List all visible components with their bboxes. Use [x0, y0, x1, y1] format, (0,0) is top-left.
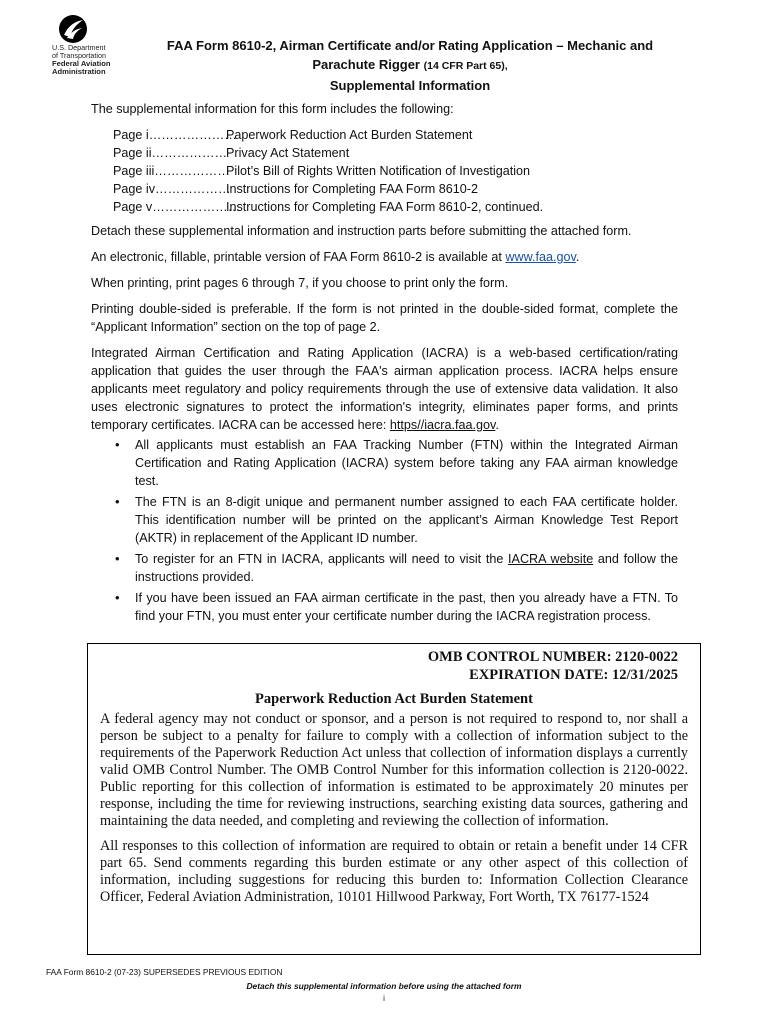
double-sided-text: Printing double-sided is preferable. If the form is not printed in the double-sided format, complete the “Applicant Information” section on the top of page 2. — [91, 302, 678, 334]
iacra-post: . — [495, 418, 499, 432]
electronic-pre: An electronic, fillable, printable version of FAA Form 8610-2 is available at — [91, 250, 506, 264]
page-row — [113, 126, 678, 144]
bullet-3-pre: To register for an FTN in IACRA, applicants will need to visit the — [135, 552, 509, 566]
list-item: • All applicants must establish an FAA Tracking Number (FTN) within the Integrated Airman Certification and Rating Application (IACRA) system before taking any FAA airman knowledge test. — [135, 436, 678, 490]
omb-paragraph-2: All responses to this collection of information are required to obtain or retain a benefit under 14 CFR part 65. Send comments regarding this burden estimate or any other aspect of this collection of information, including suggestions for reducing this burden to: Information Collection Clearance Officer, Federal Aviation Administration, 10101 Hillwood Parkway, Fort Worth, TX 76177-1524 — [100, 838, 688, 905]
electronic-version-text — [91, 248, 678, 266]
page-number: i — [383, 994, 385, 1003]
list-item: • If you have been issued an FAA airman certificate in the past, then you already have a FTN. To find your FTN, you must enter your certificate number during the IACRA registration process. — [135, 589, 678, 625]
main-content — [91, 100, 678, 628]
page-title — [150, 36, 670, 95]
page-label: Page iii……………… — [113, 164, 230, 178]
omb-expiration-date: EXPIRATION DATE: 12/31/2025 — [469, 667, 678, 683]
form-identifier: FAA Form 8610-2 (07-23) SUPERSEDES PREVIOUS EDITION — [46, 967, 283, 977]
title-line-1: FAA Form 8610-2, Airman Certificate and/or Rating Application – Mechanic and — [166, 38, 654, 53]
page-desc: Instructions for Completing FAA Form 8610-2 — [226, 182, 478, 196]
omb-paragraph-1: A federal agency may not conduct or sponsor, and a person is not required to respond to, nor shall a person be subject to a penalty for failure to comply with a collection of information subject to the requirements of the Paperwork Reduction Act unless that collection of information displays a currently valid OMB Control Number. The OMB Control Number for this information collection is 2120-0022. Public reporting for this collection of information is estimated to be approximately 20 minutes per response, including the time for reviewing instructions, searching existing data sources, gathering and maintaining the data needed, and completing and reviewing the collection of information. — [100, 711, 688, 829]
agency-line-3: Federal Aviation — [52, 59, 111, 68]
title-line-2-main: Parachute Rigger — [312, 57, 420, 72]
page-row — [113, 180, 678, 198]
page-label: Page ii……………… — [113, 146, 228, 160]
page-desc: Paperwork Reduction Act Burden Statement — [226, 128, 473, 142]
page-label: Page iv……………… — [113, 182, 231, 196]
electronic-post: . — [575, 250, 580, 264]
page-desc: Privacy Act Statement — [226, 146, 350, 160]
agency-line-2: of Transportation — [52, 51, 106, 60]
ftn-bullet-list — [91, 436, 678, 625]
title-line-3: Supplemental Information — [329, 78, 491, 93]
detach-note: Detach this supplemental information before using the attached form — [246, 981, 522, 991]
omb-heading: Paperwork Reduction Act Burden Statement — [255, 691, 533, 707]
bullet-3-post: and follow the instructions provided. — [135, 552, 678, 584]
page-list — [113, 126, 678, 216]
intro-text: The supplemental information for this form includes the following: — [91, 102, 454, 116]
agency-line-1: U.S. Department — [52, 43, 106, 52]
title-line-2-cfr: (14 CFR Part 65), — [423, 60, 508, 72]
page-row — [113, 198, 678, 216]
page-desc: Instructions for Completing FAA Form 8610-2, continued. — [226, 200, 544, 214]
page-label: Page v………………… — [113, 200, 241, 214]
page-row — [113, 144, 678, 162]
dot-logo — [52, 14, 142, 76]
iacra-description: Integrated Airman Certification and Rating Application (IACRA) is a web-based certification/rating application that guides the user through the FAA's airman application process. IACRA helps ensure applicants meet regulatory and policy requirements through the use of extensive data validation. It also uses electronic signatures to protect the information's integrity, eliminates paper forms, and prints temporary certificates. IACRA can be accessed here: — [91, 346, 678, 432]
page-row — [113, 162, 678, 180]
iacra-link[interactable]: https//iacra.faa.gov — [389, 418, 496, 432]
page-label: Page i………………… — [113, 128, 237, 142]
agency-line-4: Administration — [52, 67, 106, 76]
omb-statement-box — [87, 643, 701, 955]
page-desc: Pilot’s Bill of Rights Written Notification of Investigation — [226, 164, 531, 178]
iacra-website-link[interactable]: IACRA website — [508, 552, 594, 566]
title-line-2 — [150, 55, 670, 76]
dot-emblem-icon — [58, 14, 88, 44]
list-item — [135, 550, 678, 586]
omb-control-number: OMB CONTROL NUMBER: 2120-0022 — [427, 649, 678, 665]
list-item: • The FTN is an 8-digit unique and permanent number assigned to each FAA certificate holder. This identification number will be printed on the applicant’s Airman Knowledge Test Report (AKTR) in replacement of the Applicant ID number. — [135, 493, 678, 547]
faa-website-link[interactable]: www.faa.gov — [505, 250, 576, 264]
printing-text: When printing, print pages 6 through 7, if you choose to print only the form. — [91, 276, 509, 290]
iacra-text — [91, 344, 678, 434]
detach-text: Detach these supplemental information and instruction parts before submitting the attached form. — [91, 224, 632, 238]
